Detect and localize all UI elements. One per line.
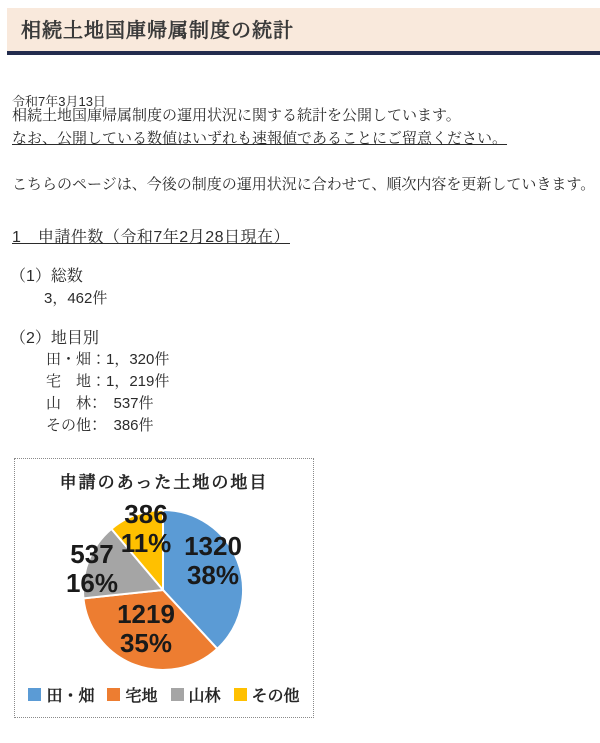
legend-swatch-sanrin-icon <box>171 688 184 701</box>
pie-data-label-山林: 537 16% <box>65 539 119 598</box>
legend-label-sonota: その他 <box>251 688 300 705</box>
legend-swatch-takuchi-icon <box>107 688 120 701</box>
subsection-category-label: （2）地目別 <box>10 330 99 347</box>
category-breakdown-list <box>46 349 169 437</box>
legend-item-takuchi <box>107 683 157 706</box>
legend-swatch-tahata-icon <box>28 688 41 701</box>
category-item-sonota: その他： 386件 <box>46 417 154 434</box>
legend-label-takuchi: 宅地 <box>125 688 158 705</box>
legend-swatch-sonota-icon <box>234 688 247 701</box>
legend-label-sanrin: 山林 <box>188 688 221 705</box>
category-item-tahata: 田・畑：1，320件 <box>46 351 170 368</box>
section-heading-applications: 1 申請件数（令和7年2月28日現在） <box>12 229 290 246</box>
page-title: 相続土地国庫帰属制度の統計 <box>21 20 294 42</box>
legend-label-tahata: 田・畑 <box>46 688 95 705</box>
publish-date: 令和7年3月13日 <box>12 94 106 109</box>
pie-data-label-その他: 386 11% <box>120 499 172 558</box>
intro-line-1: 相続土地国庫帰属制度の運用状況に関する統計を公開しています。 <box>12 107 461 124</box>
pie-svg <box>15 459 313 717</box>
page-header <box>7 8 600 55</box>
chart-legend <box>15 683 313 706</box>
pie-data-label-田・畑: 1320 38% <box>184 531 242 590</box>
pie-data-label-宅地: 1219 35% <box>117 599 175 658</box>
update-note: こちらのページは、今後の制度の運用状況に合わせて、順次内容を更新していきます。 <box>12 176 596 193</box>
intro-line-2-underlined: なお、公開している数値はいずれも速報値であることにご留意ください。 <box>12 130 508 147</box>
category-item-sanrin: 山 林： 537件 <box>46 395 154 412</box>
category-item-takuchi: 宅 地：1，219件 <box>46 373 170 390</box>
legend-item-sanrin <box>171 683 221 706</box>
legend-item-tahata <box>28 683 94 706</box>
chart-title: 申請のあった土地の地目 <box>59 473 269 492</box>
subsection-total-value: 3，462件 <box>44 290 108 307</box>
subsection-total-label: （1）総数 <box>10 268 83 285</box>
legend-item-sonota <box>234 683 300 706</box>
pie-chart-panel <box>14 458 314 718</box>
